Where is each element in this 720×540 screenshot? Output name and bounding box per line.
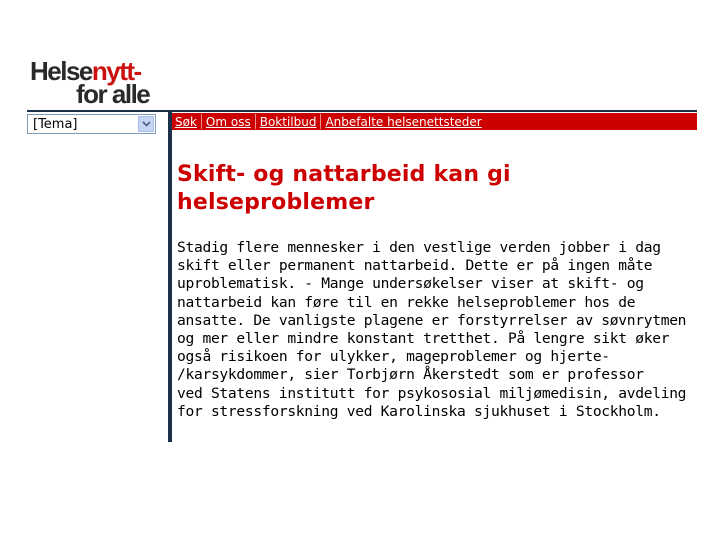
article-body [177,239,702,421]
main-nav [172,113,697,130]
article-title-line-1: Skift- og nattarbeid kan gi [177,162,511,187]
theme-select[interactable] [27,114,156,134]
nav-link-recommended-sites[interactable]: Anbefalte helsenettsteder [325,114,482,129]
top-divider [27,110,697,112]
body-line: nattarbeid kan føre til en rekke helseproblemer hos de [177,293,636,311]
site-logo[interactable] [30,56,160,109]
chevron-down-icon[interactable] [138,116,154,132]
theme-select-value: [Tema] [33,117,78,132]
left-divider [168,110,172,442]
body-line: ansatte. De vanligste plagene er forstyrrelser av søvnrytmen [177,311,687,329]
nav-separator [320,114,321,129]
article-title [177,161,697,217]
body-line: også risikoen for ulykker, mageproblemer og hjerte- [177,348,610,366]
body-line: ved Statens institutt for psykososial miljømedisin, avdeling [177,384,687,402]
nav-link-search[interactable]: Søk [175,114,197,129]
body-line: uproblematisk. - Mange undersøkelser viser at skift- og [177,275,644,293]
nav-link-books[interactable]: Boktilbud [259,114,317,129]
logo-line-2: for alle [76,79,150,109]
body-line: for stressforskning ved Karolinska sjukhuset i Stockholm. [177,402,661,420]
nav-separator [255,114,256,129]
nav-separator [201,114,202,129]
body-line: /karsykdommer, sier Torbjørn Åkerstedt som er professor [177,366,644,384]
body-line: skift eller permanent nattarbeid. Dette er på ingen måte [177,257,653,275]
body-line: og mer eller mindre konstant tretthet. På lengre sikt øker [177,330,670,348]
nav-link-about[interactable]: Om oss [205,114,251,129]
logo-line-1: Helsenytt- [30,56,141,86]
article-title-line-2: helseproblemer [177,190,375,215]
body-line: Stadig flere mennesker i den vestlige verden jobber i dag [177,239,661,256]
